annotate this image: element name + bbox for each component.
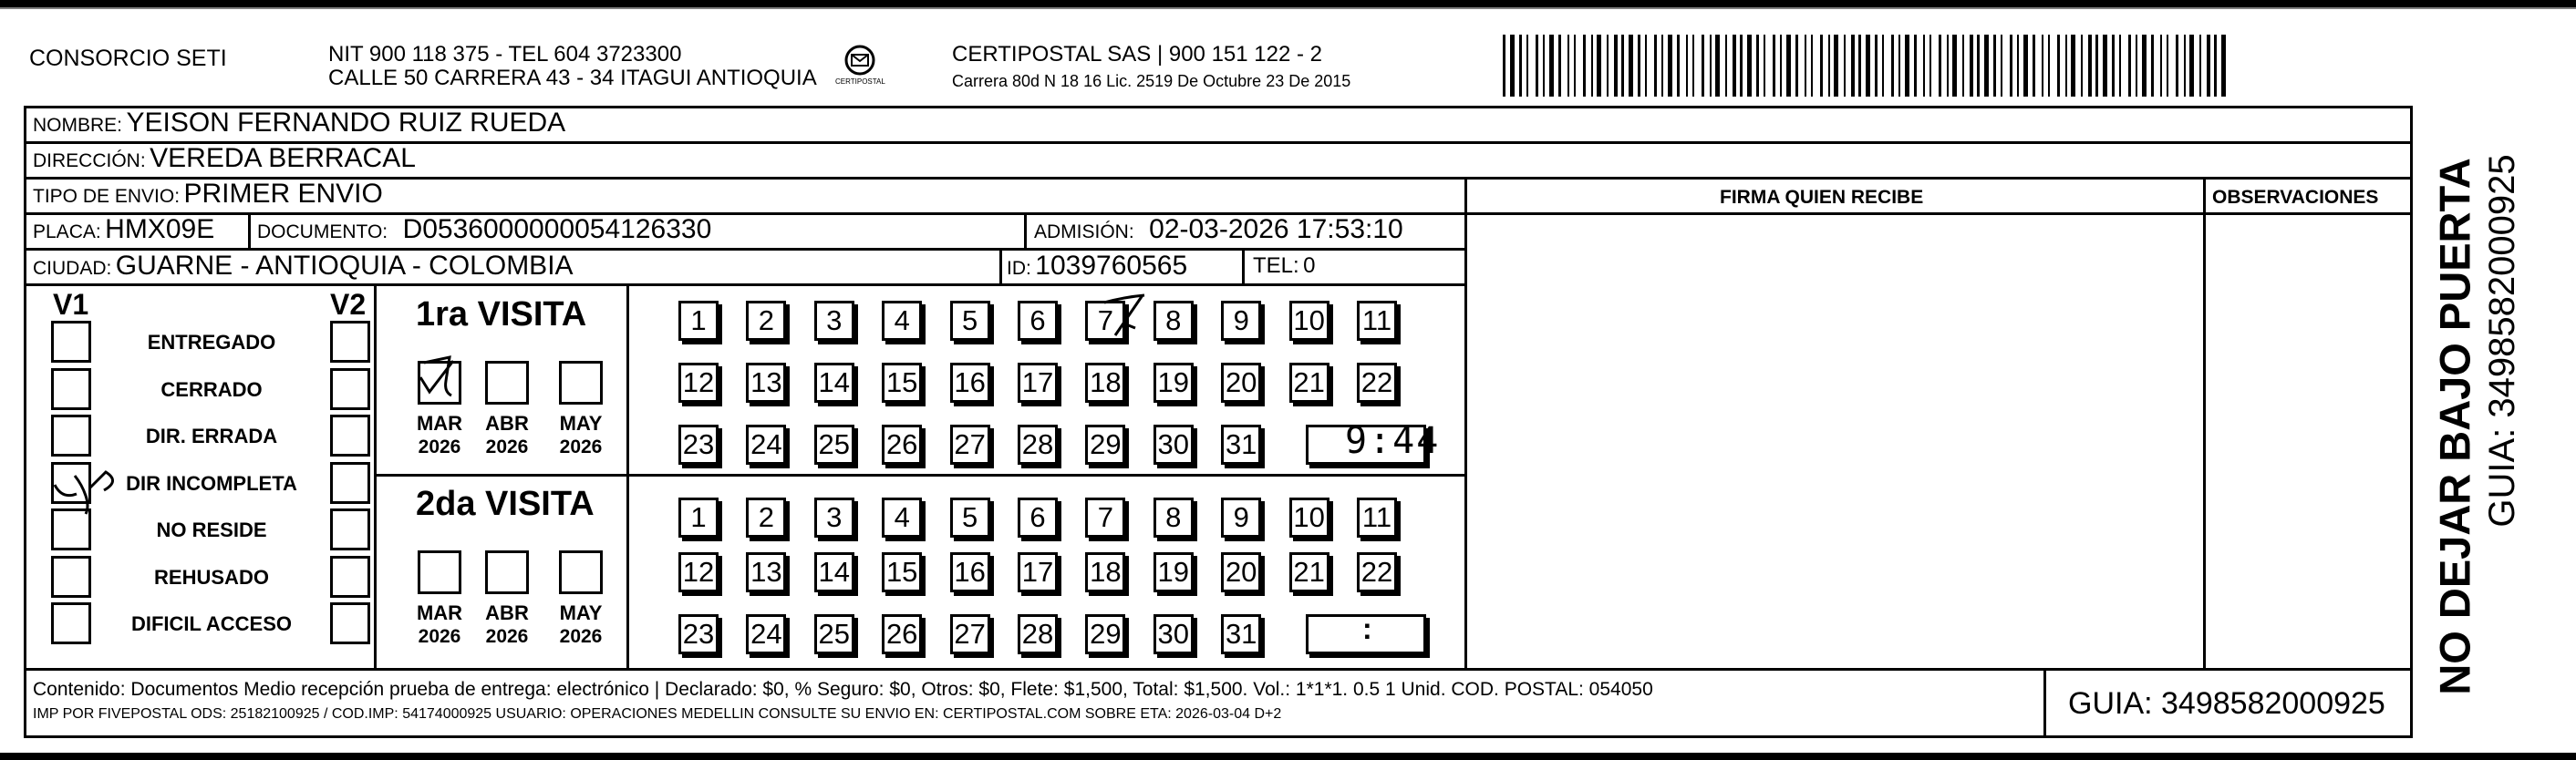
barcode-bar	[1692, 35, 1694, 97]
v2-label: V2	[330, 288, 367, 321]
id-value: 1039760565	[1035, 251, 1188, 281]
handwritten-month-mark	[415, 354, 466, 399]
month-label: MAR	[416, 601, 463, 624]
rule	[1024, 213, 1027, 249]
no-dejar-bajo-puerta: NO DEJAR BAJO PUERTA	[2430, 158, 2479, 695]
rule	[375, 474, 1464, 477]
barcode-bar	[1820, 35, 1823, 97]
rule	[1242, 249, 1245, 284]
barcode-bar	[2023, 35, 2028, 97]
visit2-title: 2da VISITA	[416, 485, 595, 523]
nit-line: NIT 900 118 375 - TEL 604 3723300	[328, 42, 682, 67]
status-option-label: CERRADO	[160, 377, 263, 401]
day-box[interactable]: 16	[950, 363, 990, 403]
plate-label: PLACA:	[33, 221, 101, 242]
barcode-bar	[1952, 35, 1957, 97]
barcode-bar	[1536, 35, 1538, 97]
handwritten-v1-mark	[49, 468, 129, 516]
barcode-bar	[2160, 35, 2162, 97]
city-field	[33, 252, 574, 280]
scan-edge-bottom	[0, 753, 2576, 760]
barcode-bar	[1914, 35, 1917, 97]
day-box[interactable]: 21	[1289, 552, 1329, 592]
barcode-bar	[2001, 35, 2002, 97]
day-box[interactable]: 22	[1357, 552, 1397, 592]
barcode-bar	[1811, 35, 1813, 97]
day-box[interactable]: 29	[1085, 614, 1125, 654]
day-box[interactable]: 16	[950, 552, 990, 592]
rule	[24, 668, 2413, 671]
v1-checkbox[interactable]	[51, 321, 91, 363]
month-label: MAY	[559, 601, 603, 624]
barcode-bar	[2151, 35, 2154, 97]
v2-checkbox[interactable]	[330, 508, 370, 550]
barcode-bar	[2065, 35, 2067, 97]
day-box[interactable]: 9	[1221, 498, 1261, 538]
visit2-time: :	[1362, 612, 1372, 645]
day-box[interactable]: 3	[814, 498, 854, 538]
day-box[interactable]: 6	[1018, 498, 1058, 538]
barcode-bar	[1597, 35, 1601, 97]
barcode-bar	[2103, 35, 2107, 97]
barcode-bar	[1668, 35, 1672, 97]
barcode-bar	[1891, 35, 1894, 97]
day-box[interactable]: 4	[882, 301, 922, 341]
day-box[interactable]: 29	[1085, 425, 1125, 465]
barcode-bar	[2167, 35, 2168, 97]
v1-checkbox[interactable]	[51, 602, 91, 644]
name-label: NOMBRE:	[33, 115, 123, 136]
side-guia-number: GUIA: 3498582000925	[2482, 154, 2522, 528]
month-year-label: 2026	[485, 436, 529, 457]
barcode-bar	[1567, 35, 1569, 97]
type-row	[33, 180, 383, 208]
barcode-bar	[1764, 35, 1765, 97]
address-row	[33, 145, 416, 172]
day-box[interactable]: 15	[882, 363, 922, 403]
scan-edge-top-fade	[0, 7, 2576, 9]
barcode-bar	[1503, 35, 1505, 97]
carrier-line: CERTIPOSTAL SAS | 900 151 122 - 2	[952, 42, 1322, 67]
scan-edge-top	[0, 0, 2576, 7]
day-box[interactable]: 17	[1018, 363, 1058, 403]
observations-header: OBSERVACIONES	[2212, 187, 2379, 208]
barcode-bar	[1614, 35, 1618, 97]
v2-checkbox[interactable]	[330, 462, 370, 504]
logo-caption: CERTIPOSTAL	[835, 77, 885, 86]
month-year-label: 2026	[418, 436, 461, 457]
day-box[interactable]: 24	[746, 614, 786, 654]
status-option-label: REHUSADO	[154, 565, 269, 589]
day-box[interactable]: 10	[1289, 301, 1329, 341]
rule	[24, 283, 1464, 286]
day-box[interactable]: 23	[678, 614, 719, 654]
barcode-bar	[1834, 35, 1838, 97]
day-box[interactable]: 19	[1154, 363, 1194, 403]
barcode-bar	[1661, 35, 1663, 97]
day-box[interactable]: 18	[1085, 363, 1125, 403]
barcode-bar	[1686, 35, 1688, 97]
plate-value: HMX09E	[105, 214, 215, 244]
barcode-bar	[1715, 35, 1720, 97]
day-box[interactable]: 30	[1154, 425, 1194, 465]
barcode-bar	[1882, 35, 1884, 97]
rule	[999, 249, 1002, 284]
name-row	[33, 109, 565, 137]
barcode-bar	[2033, 35, 2035, 97]
day-box[interactable]: 20	[1221, 363, 1261, 403]
barcode-bar	[1677, 35, 1680, 97]
barcode-bar	[1756, 35, 1759, 97]
barcode-bar	[2088, 35, 2092, 97]
rule	[374, 284, 377, 669]
barcode-bar	[1519, 35, 1522, 97]
month-label: ABR	[485, 412, 529, 435]
day-box[interactable]: 7	[1085, 498, 1125, 538]
document-field	[257, 216, 711, 243]
month-year-label: 2026	[559, 436, 603, 457]
day-box[interactable]: 8	[1154, 498, 1194, 538]
barcode-bar	[2221, 35, 2226, 97]
address-label: DIRECCIÓN:	[33, 150, 146, 171]
barcode-bar	[1786, 35, 1791, 97]
day-box[interactable]: 1	[678, 498, 719, 538]
rule	[1464, 177, 1467, 669]
day-box[interactable]: 10	[1289, 498, 1329, 538]
barcode-bar	[1993, 35, 1996, 97]
document-label: DOCUMENTO:	[257, 221, 388, 242]
day-box[interactable]: 25	[814, 614, 854, 654]
day-box[interactable]: 9	[1221, 301, 1261, 341]
barcode-bar	[1583, 35, 1586, 97]
barcode-bar	[2184, 35, 2186, 97]
v1-label: V1	[53, 288, 89, 321]
rule	[248, 213, 251, 249]
barcode-bar	[1962, 35, 1964, 97]
day-box[interactable]: 5	[950, 498, 990, 538]
day-box[interactable]: 12	[678, 552, 719, 592]
barcode-bar	[1725, 35, 1727, 97]
barcode-bar	[1898, 35, 1900, 97]
day-box[interactable]: 25	[814, 425, 854, 465]
barcode-bar	[2010, 35, 2012, 97]
day-box[interactable]: 7	[1085, 301, 1125, 341]
day-box[interactable]: 31	[1221, 425, 1261, 465]
barcode-bar	[2071, 35, 2075, 97]
day-box[interactable]: 11	[1357, 498, 1397, 538]
status-option-label: ENTREGADO	[147, 331, 276, 354]
day-box[interactable]: 12	[678, 363, 719, 403]
v2-checkbox[interactable]	[330, 602, 370, 644]
barcode-bar	[2142, 35, 2147, 97]
day-box[interactable]: 23	[678, 425, 719, 465]
barcode-bar	[2214, 35, 2217, 97]
v2-checkbox[interactable]	[330, 321, 370, 363]
license-line: Carrera 80d N 18 16 Lic. 2519 De Octubre 23 De 2015	[952, 72, 1351, 90]
barcode-bar	[1875, 35, 1878, 97]
envelope-seal-icon	[832, 40, 888, 100]
day-box[interactable]: 22	[1357, 363, 1397, 403]
month-label: MAR	[416, 412, 463, 435]
barcode-bar	[1984, 35, 1989, 97]
day-box[interactable]: 24	[746, 425, 786, 465]
visit1-title: 1ra VISITA	[416, 295, 587, 334]
rule	[2203, 177, 2206, 669]
barcode-bar	[1858, 35, 1861, 97]
day-box[interactable]: 4	[882, 498, 922, 538]
shipment-type: PRIMER ENVIO	[183, 179, 383, 209]
month-year-label: 2026	[485, 626, 529, 647]
barcode-bar	[2119, 35, 2121, 97]
address-line: CALLE 50 CARRERA 43 - 34 ITAGUI ANTIOQUIA	[328, 66, 817, 90]
barcode-bar	[1558, 35, 1561, 97]
barcode-bar	[1747, 35, 1752, 97]
barcode-bar	[1549, 35, 1554, 97]
day-box[interactable]: 8	[1154, 301, 1194, 341]
barcode-bar	[1805, 35, 1806, 97]
admission-field	[1034, 216, 1403, 243]
tel-field	[1253, 255, 1316, 277]
month-label: MAY	[559, 412, 603, 435]
day-box[interactable]: 30	[1154, 614, 1194, 654]
day-box[interactable]: 13	[746, 552, 786, 592]
recipient-name: YEISON FERNANDO RUIZ RUEDA	[126, 108, 566, 138]
month-checkbox[interactable]	[418, 550, 461, 594]
barcode-bar	[2176, 35, 2178, 97]
barcode-bar	[1621, 35, 1624, 97]
rule	[2043, 669, 2046, 738]
plate-field	[33, 216, 214, 243]
day-box[interactable]: 31	[1221, 614, 1261, 654]
day-box[interactable]: 13	[746, 363, 786, 403]
month-year-label: 2026	[559, 626, 603, 647]
barcode-bar	[1795, 35, 1798, 97]
day-box[interactable]: 28	[1018, 614, 1058, 654]
barcode-bar	[1510, 35, 1515, 97]
day-box[interactable]: 26	[882, 425, 922, 465]
barcode-bar	[1740, 35, 1743, 97]
day-box[interactable]: 18	[1085, 552, 1125, 592]
tel-label: TEL:	[1253, 253, 1299, 278]
day-box[interactable]: 2	[746, 301, 786, 341]
barcode-bar	[1970, 35, 1973, 97]
day-box[interactable]: 27	[950, 425, 990, 465]
status-option-label: DIR. ERRADA	[145, 425, 278, 447]
day-box[interactable]: 15	[882, 552, 922, 592]
day-box[interactable]: 11	[1357, 301, 1397, 341]
imp-line: IMP POR FIVEPOSTAL ODS: 25182100925 / COD.IMP: 54174000925 USUARIO: OPERACIONES MEDELLIN CONSULTE SU ENVIO EN: CERTIPOSTAL.COM SOBRE ETA: 2026-03-04 D+2	[33, 706, 1282, 722]
barcode-bar	[2199, 35, 2201, 97]
day-box[interactable]: 17	[1018, 552, 1058, 592]
day-box[interactable]: 27	[950, 614, 990, 654]
barcode-bar	[1977, 35, 1980, 97]
rule	[626, 284, 629, 669]
barcode-bar	[2207, 35, 2210, 97]
barcode-bar	[2189, 35, 2194, 97]
handwritten-day-mark	[1099, 290, 1152, 341]
company-name: CONSORCIO SETI	[29, 46, 227, 71]
v2-checkbox[interactable]	[330, 415, 370, 457]
city-value: GUARNE - ANTIOQUIA - COLOMBIA	[115, 251, 574, 281]
v2-checkbox[interactable]	[330, 556, 370, 598]
day-box[interactable]: 26	[882, 614, 922, 654]
barcode-bar	[1654, 35, 1657, 97]
barcode-bar	[1629, 35, 1633, 97]
v1-checkbox[interactable]	[51, 368, 91, 410]
status-option-label: DIFICIL ACCESO	[130, 612, 293, 635]
month-checkbox[interactable]	[485, 361, 529, 405]
day-box[interactable]: 28	[1018, 425, 1058, 465]
barcode-bar	[2136, 35, 2137, 97]
day-box[interactable]: 6	[1018, 301, 1058, 341]
barcode-bar	[1851, 35, 1855, 97]
barcode-bar	[2057, 35, 2060, 97]
city-label: CIUDAD:	[33, 258, 112, 279]
barcode-bar	[1733, 35, 1736, 97]
barcode-bar	[1702, 35, 1704, 97]
barcode-bar	[2112, 35, 2115, 97]
barcode-bar	[2095, 35, 2098, 97]
tel-value: 0	[1303, 253, 1316, 278]
content-line: Contenido: Documentos Medio recepción prueba de entrega: electrónico | Declarado: $0, % Seguro: $0, Otros: $0, Flete: $1,500, Total: $1,500. Vol.: 1*1*1. 0.5 1 Unid. COD. POSTAL: 054050	[33, 679, 1653, 700]
barcode-bar	[1638, 35, 1640, 97]
barcode-bar	[1828, 35, 1830, 97]
day-box[interactable]: 19	[1154, 552, 1194, 592]
barcode-bar	[1929, 35, 1931, 97]
signature-header: FIRMA QUIEN RECIBE	[1720, 187, 1924, 208]
barcode-bar	[1905, 35, 1909, 97]
month-checkbox[interactable]	[559, 361, 603, 405]
day-box[interactable]: 20	[1221, 552, 1261, 592]
barcode-bar	[1939, 35, 1941, 97]
certipostal-logo	[832, 40, 888, 100]
status-option-label: NO RESIDE	[156, 519, 267, 541]
barcode-bar	[2048, 35, 2050, 97]
barcode-bar	[1773, 35, 1775, 97]
day-box[interactable]: 21	[1289, 363, 1329, 403]
month-checkbox[interactable]	[485, 550, 529, 594]
barcode	[1503, 35, 2230, 97]
id-field	[1007, 252, 1187, 280]
barcode-bar	[1710, 35, 1712, 97]
month-label: ABR	[485, 601, 529, 624]
barcode-bar	[1947, 35, 1949, 97]
barcode-bar	[2017, 35, 2019, 97]
barcode-bar	[1574, 35, 1576, 97]
type-label: TIPO DE ENVIO:	[33, 186, 181, 207]
barcode-bar	[1607, 35, 1609, 97]
day-box[interactable]: 2	[746, 498, 786, 538]
v1-checkbox[interactable]	[51, 556, 91, 598]
v1-checkbox[interactable]	[51, 415, 91, 457]
barcode-bar	[1591, 35, 1593, 97]
admission-label: ADMISIÓN:	[1034, 221, 1134, 242]
barcode-bar	[2081, 35, 2083, 97]
barcode-bar	[1645, 35, 1647, 97]
v2-checkbox[interactable]	[330, 368, 370, 410]
day-box[interactable]: 1	[678, 301, 719, 341]
visit1-time: 9:44	[1345, 420, 1441, 462]
barcode-bar	[1844, 35, 1846, 97]
day-box[interactable]: 14	[814, 552, 854, 592]
barcode-bar	[2128, 35, 2131, 97]
month-year-label: 2026	[418, 626, 461, 647]
barcode-bar	[2042, 35, 2043, 97]
recipient-address: VEREDA BERRACAL	[150, 143, 416, 173]
barcode-bar	[1780, 35, 1782, 97]
day-box[interactable]: 14	[814, 363, 854, 403]
barcode-bar	[1866, 35, 1870, 97]
document-value: D0536000000054126330	[402, 214, 712, 244]
status-option-label: DIR INCOMPLETA	[126, 471, 297, 495]
month-checkbox[interactable]	[559, 550, 603, 594]
guia-box: GUIA: 3498582000925	[2068, 686, 2385, 721]
admission-value: 02-03-2026 17:53:10	[1149, 214, 1403, 244]
barcode-bar	[1543, 35, 1545, 97]
id-label: ID:	[1007, 258, 1031, 279]
barcode-bar	[1923, 35, 1925, 97]
day-box[interactable]: 3	[814, 301, 854, 341]
barcode-bar	[1526, 35, 1528, 97]
day-box[interactable]: 5	[950, 301, 990, 341]
